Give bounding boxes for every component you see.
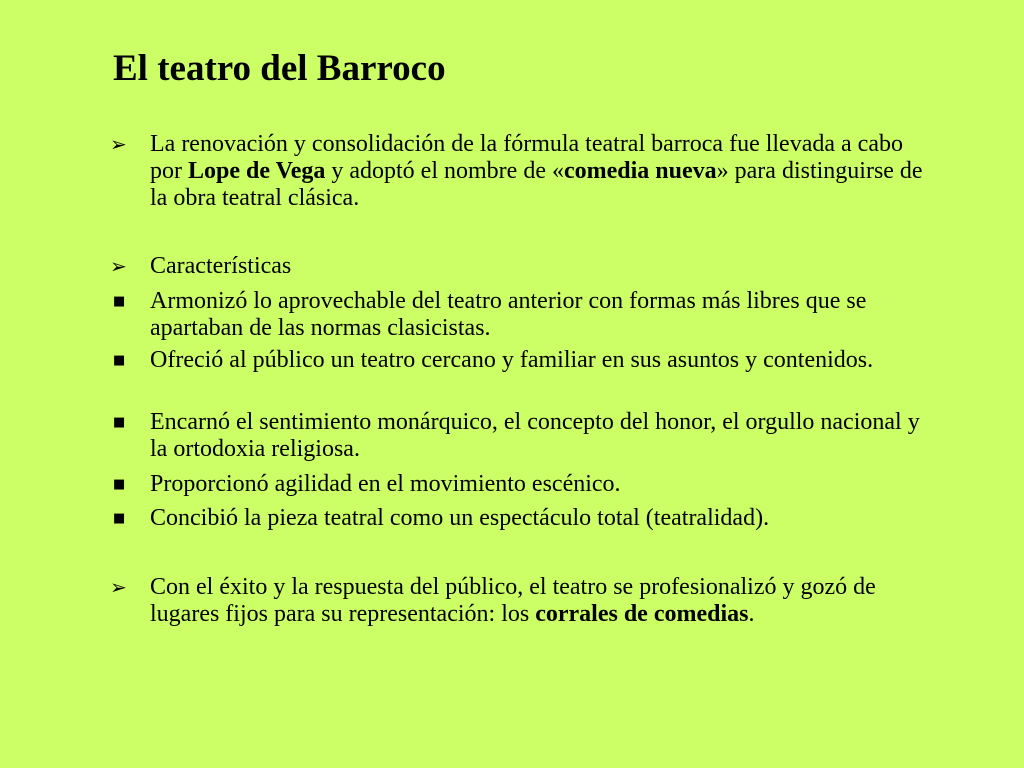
list-item: ■ Proporcionó agilidad en el movimiento escénico. — [113, 471, 621, 497]
arrow-bullet-icon: ➢ — [110, 254, 127, 278]
square-bullet-icon: ■ — [113, 353, 126, 368]
list-item: ■ Encarnó el sentimiento monárquico, el concepto del honor, el orgullo nacional y la ortodoxia religiosa. — [113, 409, 920, 462]
intro-paragraph — [110, 131, 930, 212]
comedia-nueva-emphasis: comedia nueva — [563, 158, 717, 184]
corrales-de-comedias-emphasis: corrales de comedias — [535, 601, 749, 627]
arrow-bullet-icon: ➢ — [110, 575, 127, 599]
square-bullet-icon: ■ — [113, 415, 126, 430]
lope-de-vega-emphasis: Lope de Vega — [188, 158, 326, 184]
square-bullet-icon: ■ — [113, 294, 126, 309]
closing-text: Con el éxito y la respuesta del público, el teatro se profesionalizó y gozó de lugares fijos para su representación: los corrales de comedias. — [150, 574, 876, 627]
list-item: ■ Armonizó lo aprovechable del teatro anterior con formas más libres que se apartaban de las normas clasicistas. — [113, 288, 867, 341]
closing-paragraph — [110, 574, 930, 628]
characteristics-heading: ➢ Características — [110, 253, 292, 279]
intro-text: La renovación y consolidación de la fórmula teatral barroca fue llevada a cabo por Lope de Vega y adoptó el nombre de «comedia nueva» para distinguirse de la obra teatral clásica. — [150, 131, 923, 211]
list-item: ■ Ofreció al público un teatro cercano y familiar en sus asuntos y contenidos. — [113, 347, 874, 373]
square-bullet-icon: ■ — [113, 477, 126, 492]
square-bullet-icon: ■ — [113, 511, 126, 526]
arrow-bullet-icon: ➢ — [110, 132, 127, 156]
slide-title: El teatro del Barroco — [113, 48, 446, 89]
list-item: ■ Concibió la pieza teatral como un espectáculo total (teatralidad). — [113, 505, 770, 531]
